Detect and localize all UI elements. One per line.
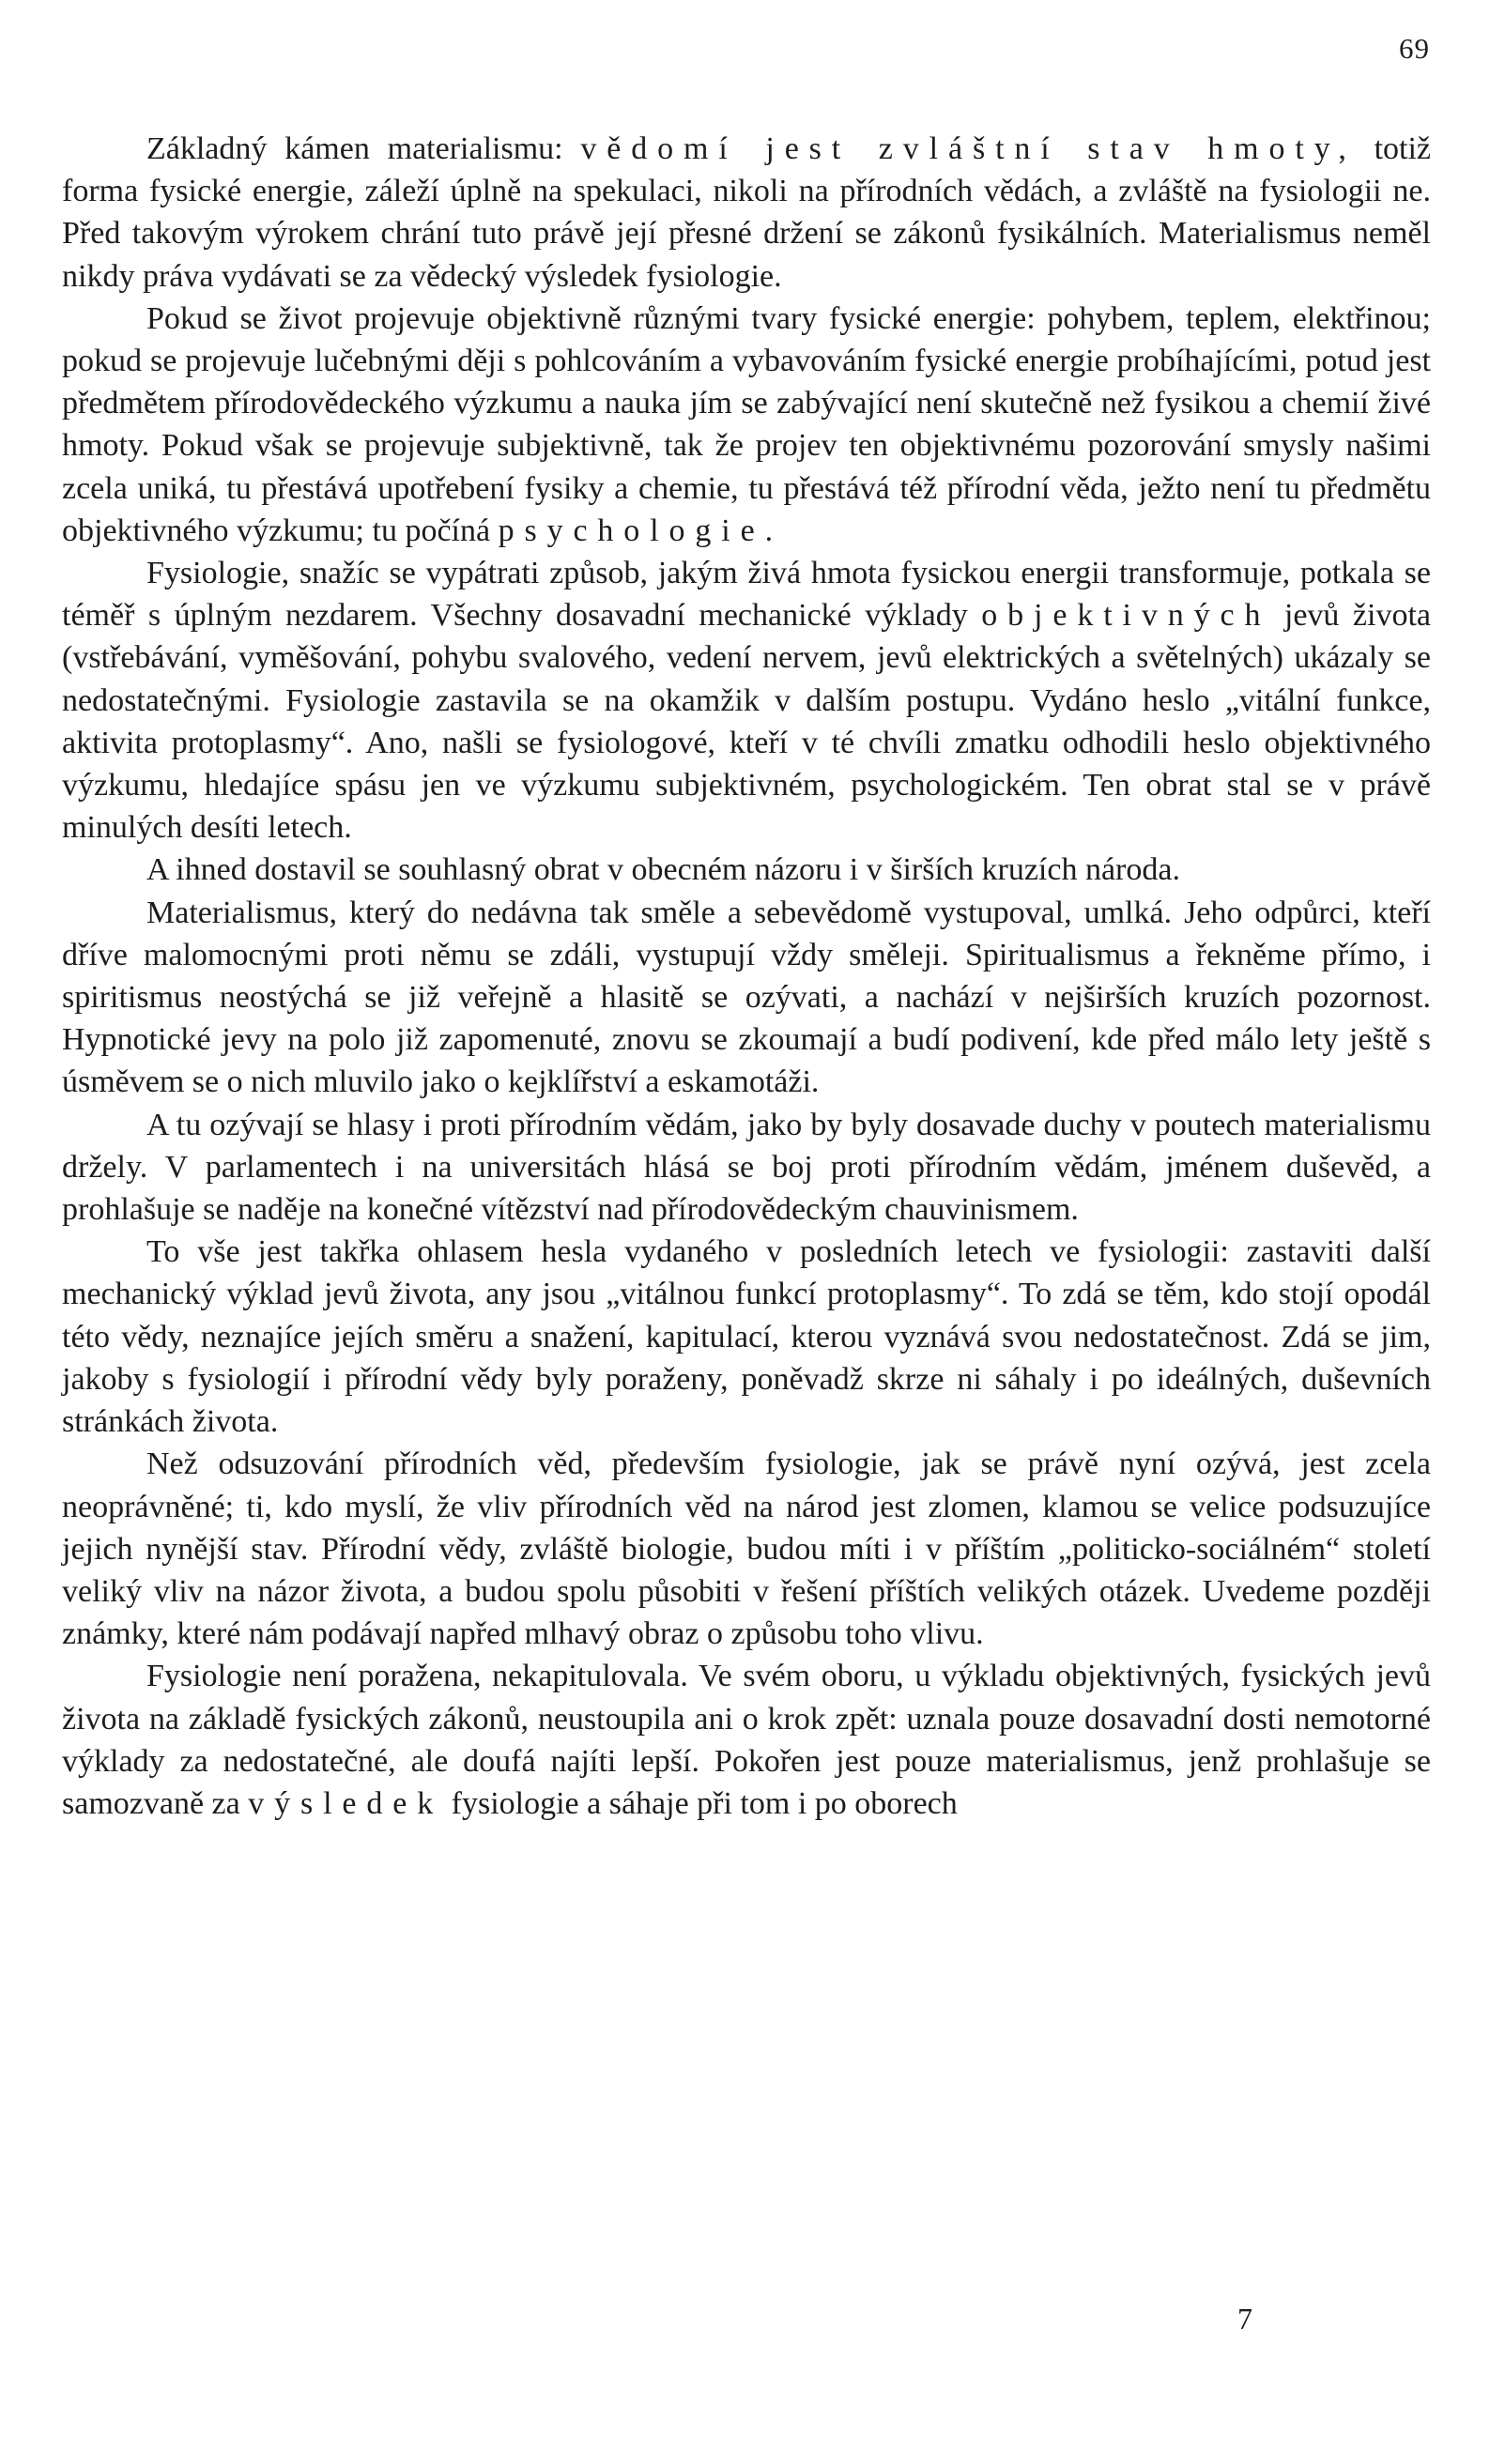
emphasized-text: psychologie. [498, 513, 783, 548]
paragraph-1 [62, 128, 1431, 298]
text-segment: Než odsuzování přírodních věd, především fysiologie, jak se právě nyní ozývá, jest zcela neoprávněné; ti, kdo myslí, že vliv přírodních věd na národ jest zlomen, klamou se velice podsuzujíce jejich nynější stav. Přírodní vědy, zvláště biologie, budou míti i v příštím „politicko-sociálném“ století veliký vliv na názor života, a budou spolu působiti v řešení příštích velikých otázek. Uvedeme později známky, které nám podávají napřed mlhavý obraz o způsobu toho vlivu. [62, 1446, 1431, 1652]
paragraph-7 [62, 1231, 1431, 1443]
paragraph-8 [62, 1443, 1431, 1655]
text-segment: A tu ozývají se hlasy i proti přírodním vědám, jako by byly dosavade duchy v poutech materialismu držely. V parlamentech i na universitách hlásá se boj proti přírodním vědám, jménem duševěd, a prohlašuje se naděje na konečné vítězství nad přírodovědeckým chauvinismem. [62, 1107, 1431, 1228]
page-number: 69 [1399, 32, 1430, 65]
text-segment: fysiologie a sáhaje při tom i po oborech [443, 1785, 958, 1821]
emphasized-text: výsledek [248, 1785, 444, 1821]
text-segment: Fysiologie není poražena, nekapitulovala. Ve svém oboru, u výkladu objektivných, fysických jevů života na základě fysických zákonů, neustoupila ani o krok zpět: uznala pouze dosavadní dosti nemotorné výklady za nedostatečné, ale doufá najíti lepší. Pokořen jest pouze materialismus, jenž prohlašuje se samozvaně za [62, 1659, 1431, 1821]
text-segment: Základný kámen materialismu: [146, 131, 581, 166]
emphasized-text: vědomí jest zvláštní stav hmoty, [580, 131, 1357, 166]
paragraph-3 [62, 552, 1431, 849]
paragraph-9 [62, 1655, 1431, 1825]
text-segment: Materialismus, který do nedávna tak směle a sebevědomě vystupoval, umlká. Jeho odpůrci, kteří dříve malomocnými proti němu se zdáli, vystupují vždy směleji. Spiritualismus a řekněme přímo, i spiritismus neostýchá se již veřejně a hlasitě se ozývati, a nachází v nejširších kruzích pozornost. Hypnotické jevy na polo již zapomenuté, znovu se zkoumají a budí podivení, kde před málo lety ještě s úsměvem se o nich mluvilo jako o kejklířství a eskamotáži. [62, 895, 1431, 1100]
text-body [62, 128, 1431, 1825]
text-segment: Fysiologie, snažíc se vypátrati způsob, jakým živá hmota fysickou energii transformuje, potkala se téměř s úplným nezdarem. Všechny dosavadní mechanické výklady [62, 556, 1431, 634]
paragraph-2 [62, 298, 1431, 552]
text-segment: A ihned dostavil se souhlasný obrat v obecném názoru i v širších kruzích národa. [146, 852, 1180, 888]
text-segment: totiž forma fysické energie, záleží úplně na spekulaci, nikoli na přírodních vědách, a zvláště na fysiologii ne. Před takovým výrokem chrání tuto právě její přesné držení se zákonů fysikálních. Materialismus neměl nikdy práva vydávati se za vědecký výsledek fysiologie. [62, 131, 1431, 294]
signature-mark: 7 [1237, 2302, 1252, 2335]
text-segment: To vše jest takřka ohlasem hesla vydaného v posledních letech ve fysiologii: zastaviti další mechanický výklad jevů života, any jsou „vitálnou funkcí protoplasmy“. To zdá se těm, kdo stojí opodál této vědy, neznajíce jejích směru a snažení, kapitulací, kterou vyznává svou nedostatečnost. Zdá se jim, jakoby s fysiologií i přírodní vědy byly poraženy, poněvadž skrze ni sáhaly i po ideálných, duševních stránkách života. [62, 1234, 1431, 1440]
paragraph-5 [62, 892, 1431, 1104]
paragraph-4 [62, 849, 1431, 891]
emphasized-text: objektivných [981, 598, 1271, 634]
text-segment: jevů života (vstřebávání, vyměšování, pohybu svalového, vedení nervem, jevů elektrických a světelných) ukázaly se nedostatečnými. Fysiologie zastavila se na okamžik v dalším postupu. Vydáno heslo „vitální funkce, aktivita protoplasmy“. Ano, našli se fysiologové, kteří v té chvíli zmatku odhodili heslo objektivného výzkumu, hledajíce spásu jen ve výzkumu subjektivném, psychologickém. Ten obrat stal se v právě minulých desíti letech. [62, 598, 1431, 846]
text-segment: Pokud se život projevuje objektivně různými tvary fysické energie: pohybem, teplem, elektřinou; pokud se projevuje lučebnými ději s pohlcováním a vybavováním fysické energie probíhajícími, potud jest předmětem přírodovědeckého výzkumu a nauka jím se zabývající není skutečně než fysikou a chemií živé hmoty. Pokud však se projevuje subjektivně, tak že projev ten objektivnému pozorování smysly našimi zcela uniká, tu přestává upotřebení fysiky a chemie, tu přestává též přírodní věda, ježto není tu předmětu objektivného výzkumu; tu počíná [62, 300, 1431, 548]
paragraph-6 [62, 1104, 1431, 1232]
